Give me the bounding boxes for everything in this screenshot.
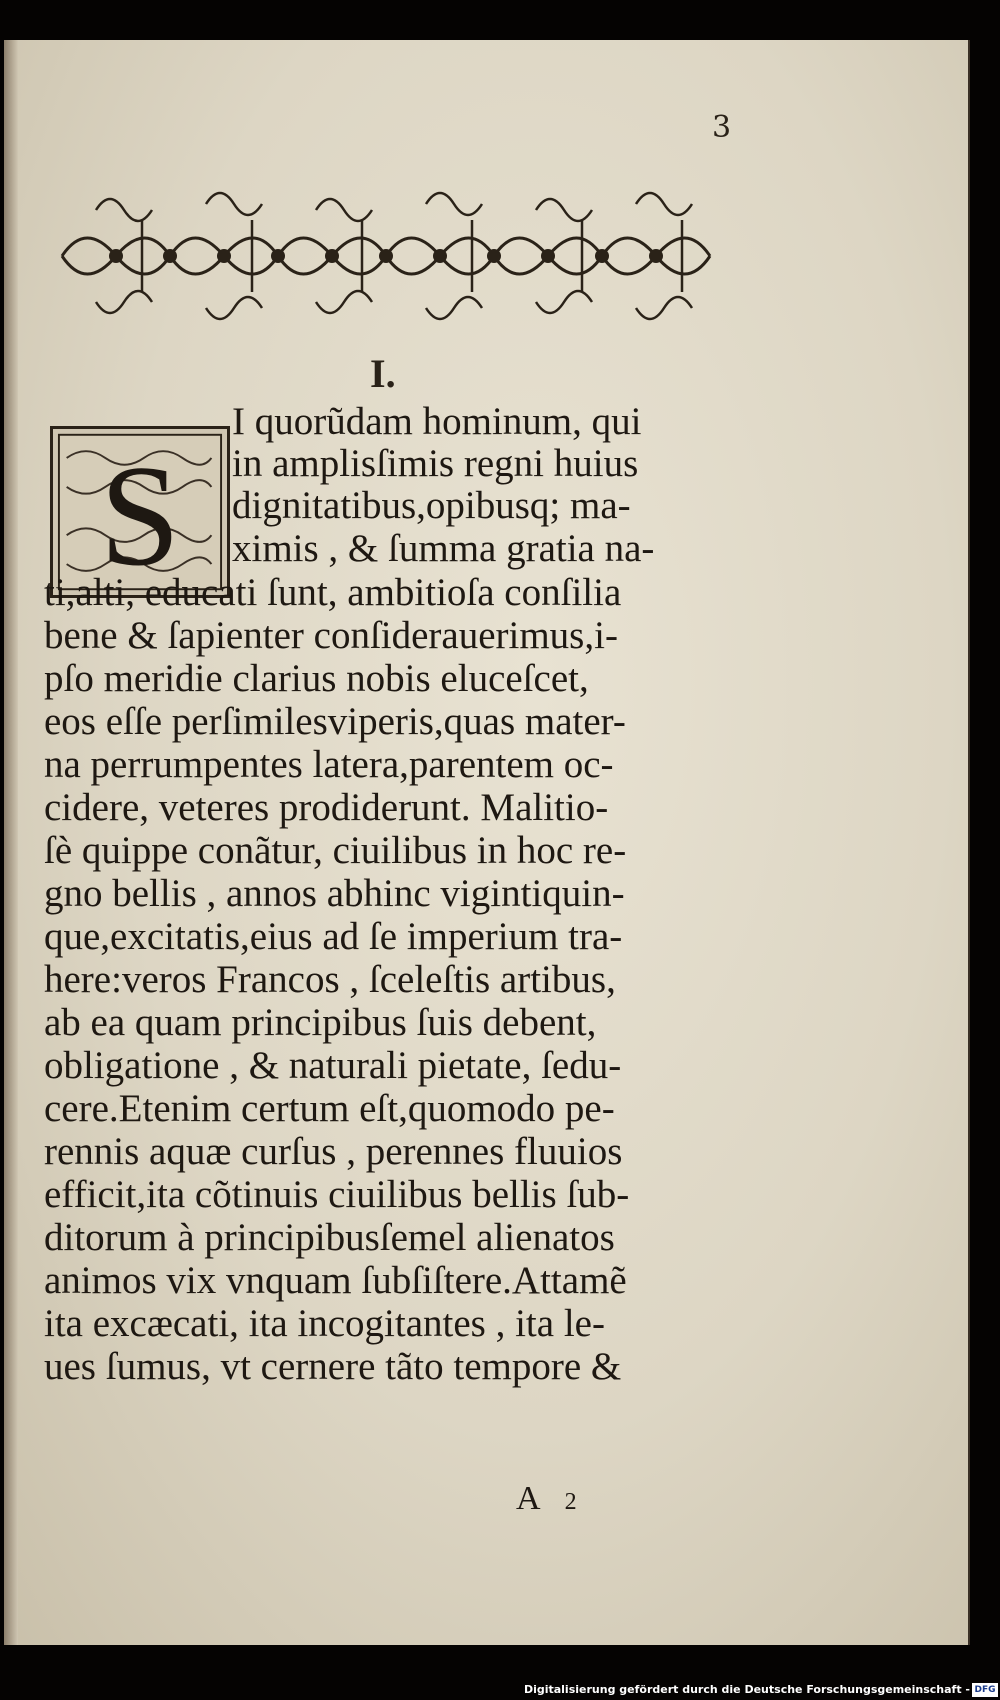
text-line: ti,alti, educati ſunt, ambitioſa conſilia — [44, 571, 622, 614]
dfg-logo: DFG — [972, 1683, 998, 1697]
text-line: rennis aquæ curſus , perennes fluuios — [44, 1130, 623, 1173]
signature-mark — [516, 1480, 577, 1518]
text-line: ditorum à principibusſemel alienatos — [44, 1216, 615, 1259]
text-line: pſo meridie clarius nobis eluceſcet, — [44, 657, 589, 700]
text-line: obligatione , & naturali pietate, ſedu- — [44, 1044, 622, 1087]
text-line: ſè quippe conãtur, ciuilibus in hoc re- — [44, 829, 627, 872]
text-line: ita excæcati, ita incogitantes , ita le- — [44, 1302, 605, 1345]
text-line: I quorũdam hominum, qui — [232, 400, 642, 443]
text-line: here:veros Francos , ſceleſtis artibus, — [44, 958, 616, 1001]
page-gutter-shadow — [4, 40, 18, 1645]
text-line: dignitatibus,opibusq; ma- — [232, 484, 631, 527]
text-line: cidere, veteres prodiderunt. Malitio- — [44, 786, 609, 829]
text-line: ximis , & ſumma gratia na- — [232, 527, 655, 570]
text-line: cere.Etenim certum eſt,quomodo pe- — [44, 1087, 615, 1130]
footer-bar — [0, 1678, 1000, 1700]
text-line: ab ea quam principibus ſuis debent, — [44, 1001, 597, 1044]
text-line: na perrumpentes latera,parentem oc- — [44, 743, 614, 786]
text-line: ues ſumus, vt cernere tãto tempore & — [44, 1345, 622, 1388]
text-line: eos eſſe perſimilesviperis,quas mater- — [44, 700, 626, 743]
text-line: efficit,ita cõtinuis ciuilibus bellis ſub- — [44, 1173, 630, 1216]
text-line: bene & ſapienter conſiderauerimus,i- — [44, 614, 618, 657]
text-line: in amplisſimis regni huius — [232, 442, 639, 485]
text-line: animos vix vnquam ſubſiſtere.Attamẽ — [44, 1259, 627, 1302]
svg-text:S: S — [99, 436, 181, 597]
text-line: gno bellis , annos abhinc vigintiquin- — [44, 872, 625, 915]
catchword-letter: A — [516, 1480, 541, 1517]
chapter-heading: I. — [370, 351, 396, 396]
text-line: que,excitatis,eius ad ſe imperium tra- — [44, 915, 623, 958]
decorative-headpiece — [56, 150, 728, 362]
page-number: 3 — [712, 110, 732, 145]
footer-credit: Digitalisierung gefördert durch die Deutsche Forschungsgemeinschaft - — [523, 1683, 970, 1696]
book-page — [4, 40, 970, 1645]
signature-number: 2 — [564, 1489, 577, 1515]
